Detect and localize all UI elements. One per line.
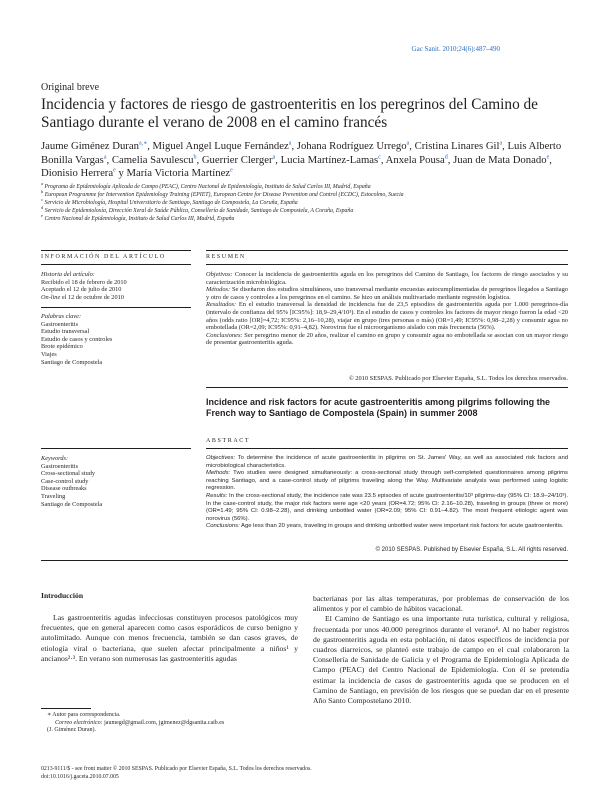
abstract-section-text: Se diseñaron dos estudios simultáneos, uno transversal mediante encuestas autocumplimentadas de peregrinos llegados a Santiago y otro de casos y controles a los peregrinos en el camino. Se hizo un análisis multivariado mediante regresión logística.: [206, 286, 568, 301]
history-received: Recibido el 18 de febrero de 2010: [41, 278, 127, 286]
affiliation-item: [41, 199, 571, 207]
abstract-body: [206, 455, 568, 531]
abstract-section: [206, 455, 568, 470]
keyword-item: Cross-sectional study: [41, 470, 96, 478]
author-affiliation-mark[interactable]: a: [272, 153, 276, 160]
divider-info-2: [41, 264, 191, 265]
keyword-item: Case-control study: [41, 477, 89, 485]
intro-paragraph-1-cont: bacterianas por las altas temperaturas, por problemas de conservación de los alimentos y por el cambio de hábitos vacacional.: [313, 594, 569, 614]
abstract-section-text: Age less than 20 years, traveling in groups and drinking unbottled water were important risk factors for acute gastroenteritis.: [239, 523, 564, 530]
footnote-author: ∗ Autor para correspondencia.: [47, 712, 121, 718]
author-affiliation-mark[interactable]: a: [406, 140, 410, 147]
keyword-item: Brote epidémico: [41, 343, 83, 351]
abstract-section-label: Conclusiones:: [206, 331, 243, 339]
affiliation-list: [41, 183, 571, 223]
introduction-heading: Introducción: [41, 591, 84, 600]
author-name: Lucia Martínez-Lamas: [280, 153, 379, 166]
affiliation-text: European Programme for Intervention Epidemiology Training (EPIET), European Centre for Disease Prevention and Control (ECDC), Estocolmo, Suecia: [43, 192, 404, 198]
intro-paragraph-2: El Camino de Santiago es una importante ruta turística, cultural y religiosa, frecuentada por unos 40.000 peregrinos durante el verano⁴. Al no haber registros de gastroenteritis aguda en esta población, ni datos específicos de incidencia por cuadros diarreicos, se planteó este trabajo de campo en el cual colaboraron la Consellería de Sanidade de Galicia y el Programa de Epidemiología Aplicada de Campo (PEAC) del Centro Nacional de Epidemiología. Con él se pretendía estimar la incidencia de casos de gastroenteritis aguda que se producen en el Camino de Santiago, en previsión de los riesgos que se puedan dar en el presente Año Santo Compostelano 2010.: [313, 614, 569, 706]
article-history: [41, 271, 191, 301]
abstract-section-label: Métodos:: [206, 286, 231, 294]
abstract-section-label: Methods:: [206, 470, 231, 477]
author-affiliation-mark[interactable]: c: [378, 153, 381, 160]
abstract-section-text: Conocer la incidencia de gastroenteritis aguda en los peregrinos del Camino de Santiago, los factores de riesgo asociados y su caracterización microbiológica.: [206, 271, 568, 286]
author-name: Jaume Giménez Duran: [41, 140, 139, 152]
author-separator: ,: [147, 140, 153, 152]
affiliation-key: e: [41, 213, 43, 219]
article-title: Incidencia y factores de riesgo de gastroenteritis en los peregrinos del Camino de Santiago durante el verano de 2008 en el camino francés: [41, 96, 538, 131]
author-name: Guerrier Clerger: [201, 153, 273, 166]
affiliation-text: Programa de Epidemiología Aplicada de Campo (PEAC), Centro Nacional de Epidemiología, Instituto de Salud Carlos III, Madrid, España: [43, 184, 371, 190]
author-separator: ,: [502, 140, 508, 152]
abstract-section-text: To determine the incidence of acute gastroenteritis in pilgrims on St. James' Way, as well as associated risk factors and microbiological characteristics.: [206, 455, 568, 469]
copyright-en: © 2010 SESPAS. Published by Elsevier España, S.L. All rights reserved.: [375, 547, 568, 553]
english-title: Incidence and risk factors for acute gastroenteritis among pilgrims following the French way to Santiago de Compostela (Spain) in summer 2008: [206, 397, 551, 418]
author-name: Johana Rodríguez Urrego: [296, 140, 407, 152]
author-affiliation-mark[interactable]: a: [103, 153, 107, 160]
online-date: el 12 de octubre de 2010: [60, 293, 124, 301]
email-label: Correo electrónico:: [55, 719, 103, 726]
keyword-item: Estudio transversal: [41, 328, 90, 336]
author-affiliation-mark[interactable]: a: [288, 140, 292, 147]
abstract-section-text: Two studies were designed simultaneously: a cross-sectional study through self-completed questionnaires among pilgrims reaching Santiago, and a case-control study of pilgrims traveling along the Way. Multivariate analysis was performed using logistic regression.: [206, 470, 568, 492]
author-separator: ,: [106, 153, 112, 166]
keywords-es: [41, 313, 191, 366]
author-separator: ,: [275, 153, 281, 166]
divider-resumen: [206, 250, 568, 251]
divider-history: [41, 307, 191, 308]
copyright-es: © 2010 SESPAS. Publicado por Elsevier España, S.L. Todos los derechos reservados.: [348, 375, 568, 382]
body-column-right: [313, 594, 569, 706]
author-separator: ,: [549, 153, 552, 166]
author-name: Juan de Mata Donado: [453, 153, 547, 166]
abstract-section-label: Results:: [206, 492, 228, 499]
author-name: Luis Alberto Bonilla Vargas: [41, 140, 562, 166]
footnote-rule: [41, 708, 91, 709]
affiliation-text: Centro Nacional de Epidemiología, Instituto de Salud Carlos III, Madrid, España: [43, 216, 235, 222]
keyword-item: Santiago de Compostela: [41, 500, 103, 508]
author-separator: ,: [291, 140, 297, 152]
abstract-section-label: Objectives:: [206, 455, 236, 461]
abstract-section-label: Objetivos:: [206, 271, 233, 278]
abstract-section: [206, 523, 568, 531]
keyword-item: Viajes: [41, 350, 57, 358]
keywords-es-label: Palabras clave:: [41, 313, 82, 320]
abstract-section-text: En el estudio transversal la densidad de incidencia fue de 23,5 episodios de gastroenteritis aguda por 1.000 peregrinos-día (intervalo de confianza del 95% [IC95%]: 18,9–29,4/10³). En el estudio de casos y controles los factores de mayor riesgo fueron la edad <20 años (odds ratio [OR]=4,72; IC95%: 2,16–10,28), viajar en grupo (tres personas o más) (OR=1,49; IC95%: 0,98–2,28) y consumir agua no embotellada (OR=2,09; IC95%: 0,91–4,82). Norovirus fue el microorganismo aislado con más frecuencia (56%).: [206, 301, 568, 332]
author-separator: ,: [196, 153, 202, 166]
body-column-left: [41, 613, 298, 664]
history-accepted: Aceptado el 12 de julio de 2010: [41, 286, 122, 294]
history-online: [41, 294, 191, 302]
footnote-name: (J. Giménez Duran).: [47, 727, 96, 734]
author-separator: ,: [447, 153, 454, 166]
author-name: Anxela Pousa: [385, 153, 445, 166]
keywords-es-list: [41, 321, 191, 367]
abstract-section-text: In the cross-sectional study, the incidence rate was 23.5 episodes of acute gastroenteritis/10³ pilgrims-day (95% CI: 18.9–24/10³). In the case-control study, the major risk factors were age <20 years (OR=4.72; 95% CI: 2.16–10.28), traveling in groups (three or more) (OR=1.49; 95% CI: 0.98–2.28), and drinking unbottled water (OR=2.09; 95% CI: 0.91–4.82). The most frequent etiologic agent was norovirus (56%).: [206, 492, 568, 522]
keyword-item: Santiago de Compostela: [41, 358, 103, 366]
journal-reference[interactable]: Gac Sanit. 2010;24(6):487–490: [411, 45, 500, 53]
divider-abstract: [206, 448, 568, 449]
keywords-en-list: [41, 463, 191, 509]
divider-resumen-end: [206, 387, 568, 388]
author-affiliation-mark[interactable]: e: [230, 167, 233, 174]
author-name: Miguel Angel Luque Fernández: [152, 140, 289, 152]
abstract-section: [206, 332, 568, 347]
author-separator: ,: [409, 140, 415, 152]
keyword-item: Gastroenteritis: [41, 462, 79, 470]
divider-info: [41, 250, 191, 251]
abstract-section: [206, 301, 568, 331]
intro-paragraph-1: Las gastroenteritis agudas infecciosas constituyen procesos patológicos muy frecuentes, que en general aparecen como casos esporádicos de curso benigno y autolimitado. Aunque con menos frecuencia, también se dan casos graves, de etiología viral o bacteriana, que suelen afectar principalmente a niños¹ y ancianos²·³. En verano son numerosas las gastroenteritis agudas: [41, 613, 298, 663]
author-name: Cristina Linares Gil: [414, 140, 500, 152]
abstract-section-label: Conclusions:: [206, 523, 240, 530]
keyword-item: Estudio de casos y controles: [41, 335, 113, 343]
author-name: María Victoria Martínez: [126, 167, 231, 179]
divider-resumen-2: [206, 264, 568, 265]
affiliation-key: b: [41, 189, 44, 195]
affiliation-item: [41, 183, 571, 191]
affiliation-key: c: [41, 197, 43, 203]
footnotes: [47, 712, 297, 735]
keyword-item: Gastroenteritis: [41, 320, 79, 328]
author-separator: ,: [380, 153, 386, 166]
doi-line[interactable]: doi:10.1016/j.gaceta.2010.07.005: [41, 773, 119, 780]
author-affiliation-mark[interactable]: a,∗: [138, 140, 148, 147]
abstract-section-label: Resultados:: [206, 301, 237, 309]
keyword-item: Traveling: [41, 492, 66, 500]
article-info-heading: INFORMACIÓN DEL ARTÍCULO: [41, 254, 166, 260]
abstract-section: [206, 286, 568, 301]
issn-line: 0213-9111/$ - see front matter © 2010 SESPAS. Publicado por Elsevier España, S.L. Todos los derechos reservados.: [41, 766, 312, 772]
affiliation-item: [41, 215, 571, 223]
article-type-label: Original breve: [41, 82, 100, 93]
divider-main: [41, 560, 568, 561]
affiliation-text: Servicio de Epidemioloxía, Dirección Xeral de Saúde Pública, Consellería de Sanidade, Santiago de Compostela, A Coruña, España: [43, 208, 354, 214]
author-separator: y: [115, 167, 127, 179]
author-affiliation-mark[interactable]: b: [193, 153, 197, 160]
abstract-section: [206, 271, 568, 286]
author-affiliation-mark[interactable]: e: [546, 153, 550, 160]
affiliation-text: Servicio de Microbiología, Hospital Universitario de Santiago, Santiago de Compostela, La Coruña, España: [43, 200, 298, 206]
publication-info: [41, 766, 461, 781]
affiliation-key: d: [41, 205, 44, 211]
author-affiliation-mark[interactable]: d: [444, 153, 448, 160]
affiliation-item: [41, 207, 571, 215]
online-label: On-line: [41, 293, 61, 301]
author-affiliation-mark[interactable]: a: [499, 140, 503, 147]
keywords-en-label: Keywords:: [41, 455, 69, 462]
abstract-section-text: Ser peregrino menor de 20 años, realizar el camino en grupo y consumir agua no embotellada se asocian con un mayor riesgo de presentar gastroenteritis aguda.: [206, 331, 568, 347]
abstract-section: [206, 493, 568, 523]
resumen-heading: RESUMEN: [206, 254, 246, 260]
affiliation-item: [41, 191, 571, 199]
affiliation-key: a: [41, 181, 43, 187]
author-affiliation-mark[interactable]: e: [113, 167, 116, 174]
resumen-body: [206, 271, 568, 347]
keywords-en: [41, 455, 191, 508]
divider-keywords-en: [41, 448, 191, 449]
abstract-heading: ABSTRACT: [206, 438, 251, 444]
author-name: Camelia Savulescu: [111, 153, 194, 166]
author-name: Dionisio Herrera: [41, 167, 114, 179]
author-list: [41, 140, 571, 181]
keyword-item: Disease outbreaks: [41, 485, 87, 493]
email-addresses[interactable]: jaumegd@gmail.com, jgimenez@dgsanita.caib.es: [102, 719, 225, 726]
history-label: Historia del artículo:: [41, 271, 95, 278]
abstract-section: [206, 470, 568, 493]
